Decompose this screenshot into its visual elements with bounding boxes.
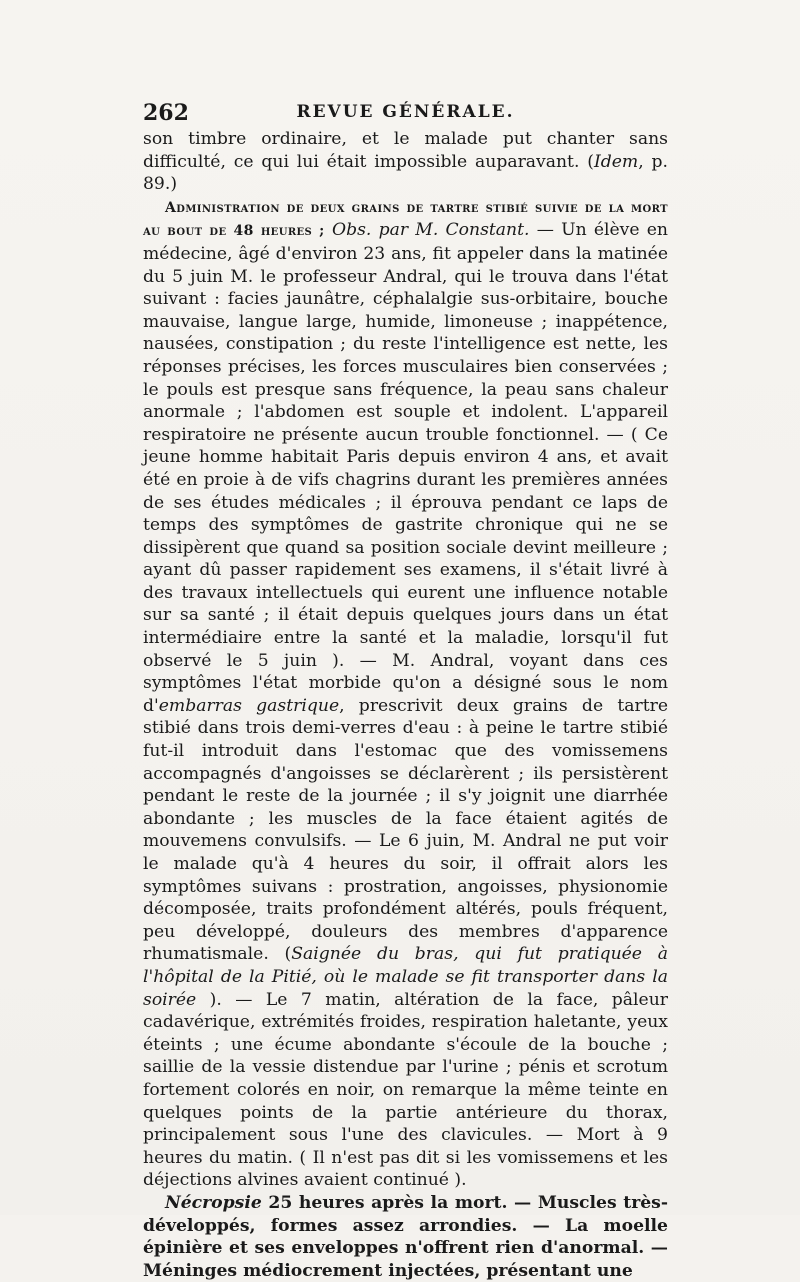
necropsy-lead: Nécropsie [165,1192,262,1213]
case-title: Administration de deux grains de tartre stibié suivie de la mort au bout de 48 heures ; [143,199,668,240]
case-text-a: — Un élève en médecine, âgé d'environ 23 ans, fit appeler dans la matinée du 5 juin M. le professeur Andral, qui le trouva dans l'état suivant : facies jaunâtre, céphalalgie sus-orbitaire, bouche mauvaise, langue large, humide, limoneuse ; inappétence, nausées, constipation ; du reste l'intelligence est nette, les réponses précises, les forces musculaires bien conservées ; le pouls est presque sans fréquence, la peau sans chaleur anormale ; l'abdomen est souple et indolent. L'appareil respiratoire ne présente aucun trouble fonctionnel. — ( Ce jeune homme habitait Paris depuis environ 4 ans, et avait été en proie à de vifs chagrins durant les premières années de ses études médicales ; il éprouva pendant ce laps de temps des symptômes de gastrite chronique qui ne se dissipèrent que quand sa position sociale devint meilleure ; ayant dû passer rapidement ses examens, il s'était livré à des travaux intellectuels qui eurent une influence notable sur sa santé ; il était depuis quelques jours dans un état intermédiaire entre la santé et la maladie, lorsqu'il fut observé le 5 juin ). — M. Andral, voyant dans ces symptômes l'état morbide qu'on a désigné sous le nom d' [143,220,669,716]
page-number: 262 [143,100,189,126]
citation: Idem [593,151,639,172]
observation-credit: Obs. par M. Constant. [331,220,530,241]
page-header [143,100,668,126]
case-text-c: ). — Le 7 matin, altération de la face, pâleur cadavérique, extrémités froides, respiration haletante, yeux éteints ; une écume abondante s'écoule de la bouche ; saillie de la vessie distendue par l'urine ; pénis et scrotum fortement colorés en noir, on remarque la même teinte en quelques points de la partie antérieure du thorax, principalement sous l'une des clavicules. — Mort à 9 heures du matin. ( Il n'est pas dit si les vomissemens et les déjections alvines avaient continué ). [143,989,668,1191]
case-emphasis-b: Saignée du bras, qui fut pratiquée à l'hôpital de la Pitié, où le malade se fit transporter dans la soirée [143,944,668,1010]
paragraph-necropsy [143,1192,668,1282]
case-emphasis-a: embarras gastrique [158,695,340,716]
paragraph-continuation [143,128,668,196]
paragraph-case [143,196,668,1192]
running-head: REVUE GÉNÉRALE. [296,102,515,122]
citation-tail: , p. 89.) [143,151,668,195]
paragraph-text: son timbre ordinaire, et le malade put chanter sans difficulté, ce qui lui était impossible auparavant. ( [143,129,668,172]
necropsy-text: 25 heures après la mort. — Muscles très-développés, formes assez arrondies. — La moelle épinière et ses enveloppes n'offrent rien d'anormal. — Méninges médiocrement injectées, présentant une [143,1192,668,1281]
body-text [143,128,668,1282]
case-text-b: , prescrivit deux grains de tartre stibié dans trois demi-verres d'eau : à peine le tartre stibié fut-il introduit dans l'estomac que des vomissemens accompagnés d'angoisses se déclarèrent ; ils persistèrent pendant le reste de la journée ; il s'y joignit une diarrhée abondante ; les muscles de la face étaient agités de mouvemens convulsifs. — Le 6 juin, M. Andral ne put voir le malade qu'à 4 heures du soir, il offrait alors les symptômes suivans : prostration, angoisses, physionomie décomposée, traits profondément altérés, pouls fréquent, peu développé, douleurs des membres d'apparence rhumatismale. ( [143,695,668,965]
